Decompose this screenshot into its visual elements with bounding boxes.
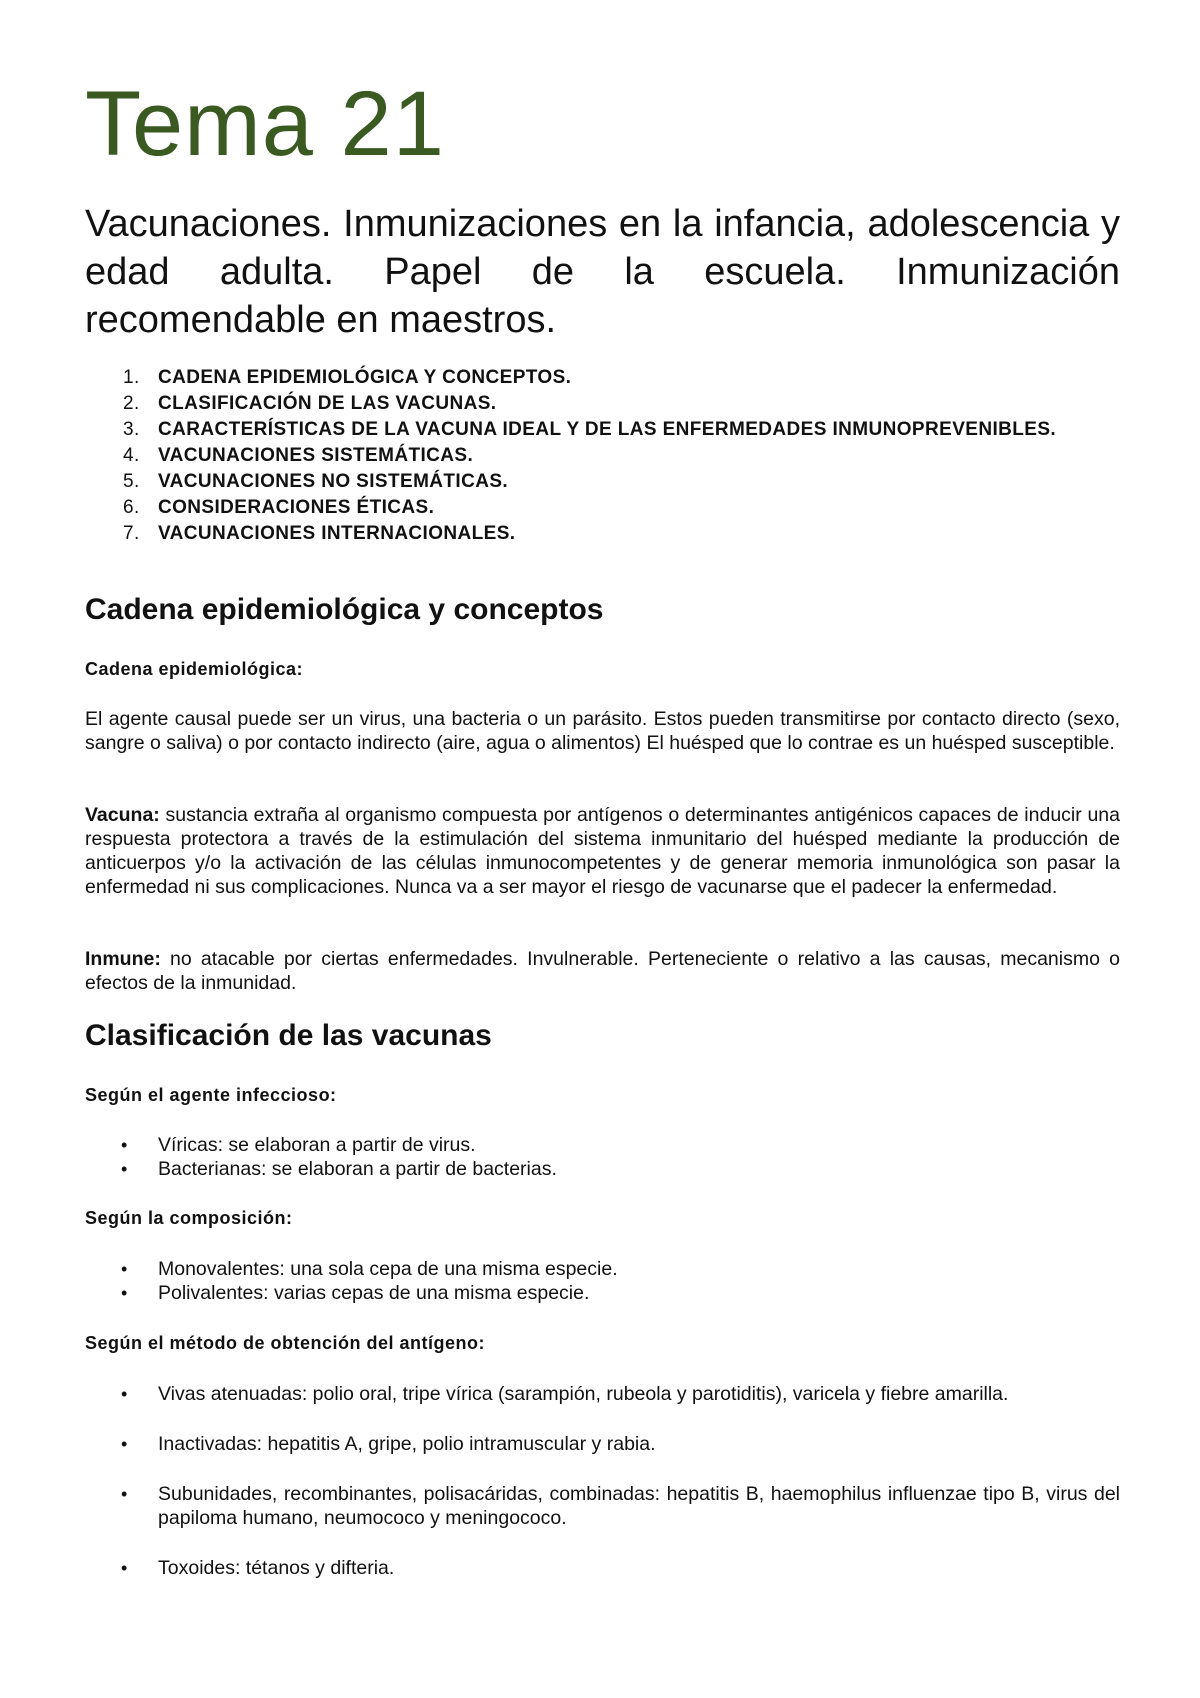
table-of-contents [85,366,1120,548]
list-item: • Bacterianas: se elaboran a partir de bacterias. [121,1158,557,1180]
page-title: Tema 21 [85,73,445,175]
bullet-icon: • [121,1558,128,1578]
toc-item: 5. VACUNACIONES NO SISTEMÁTICAS. [123,471,509,492]
toc-item: 2. CLASIFICACIÓN DE LAS VACUNAS. [123,393,497,414]
list-item: • Vivas atenuadas: polio oral, tripe vírica (sarampión, rubeola y parotiditis), varicela y fiebre amarilla. [121,1383,1009,1405]
bullet-list [85,1257,1120,1305]
list-item: • Subunidades, recombinantes, polisacáridas, combinadas: hepatitis B, haemophilus influenzae tipo B, virus del papiloma humano, neumococo y meningococo. [121,1483,1120,1529]
bullet-icon: • [121,1384,128,1404]
bullet-icon: • [121,1159,128,1179]
list-item: • Monovalentes: una sola cepa de una misma especie. [121,1258,618,1280]
section-heading: Cadena epidemiológica y conceptos [85,593,604,626]
list-item: • Víricas: se elaboran a partir de virus. [121,1134,476,1156]
bullet-icon: • [121,1135,128,1155]
definition-term: Inmune: [85,948,161,970]
bullet-list [85,1382,1120,1580]
subsection-heading: Según el agente infeccioso: [85,1085,337,1105]
toc-item: 7. VACUNACIONES INTERNACIONALES. [123,523,516,544]
toc-item: 3. CARACTERÍSTICAS DE LA VACUNA IDEAL Y DE LAS ENFERMEDADES INMUNOPREVENIBLES. [123,419,1057,440]
toc-item: 4. VACUNACIONES SISTEMÁTICAS. [123,445,474,466]
toc-item: 1. CADENA EPIDEMIOLÓGICA Y CONCEPTOS. [123,367,572,388]
subsection-heading: Según la composición: [85,1208,293,1228]
list-item: • Polivalentes: varias cepas de una misma especie. [121,1282,590,1304]
page-subtitle: Vacunaciones. Inmunizaciones en la infancia, adolescencia y edad adulta. Papel de la escuela. Inmunización recomendable en maestros. [85,203,1120,341]
subsection-heading: Cadena epidemiológica: [85,659,304,679]
bullet-list [85,1133,1120,1181]
section-heading: Clasificación de las vacunas [85,1019,492,1052]
definition-term: Vacuna: [85,804,160,826]
paragraph: El agente causal puede ser un virus, una bacteria o un parásito. Estos pueden transmitirse por contacto directo (sexo, sangre o saliva) o por contacto indirecto (aire, agua o alimentos) El huésped que lo contrae es un huésped susceptible. [85,708,1120,754]
bullet-icon: • [121,1484,128,1504]
list-item: • Inactivadas: hepatitis A, gripe, polio intramuscular y rabia. [121,1433,656,1455]
subsection-heading: Según el método de obtención del antígeno: [85,1333,486,1353]
list-item: • Toxoides: tétanos y difteria. [121,1557,395,1579]
toc-item: 6. CONSIDERACIONES ÉTICAS. [123,497,435,518]
definition-paragraph: Inmune: no atacable por ciertas enfermedades. Invulnerable. Perteneciente o relativo a las causas, mecanismo o efectos de la inmunidad. [85,948,1120,994]
bullet-icon: • [121,1283,128,1303]
bullet-icon: • [121,1259,128,1279]
definition-paragraph: Vacuna: sustancia extraña al organismo compuesta por antígenos o determinantes antigénicos capaces de inducir una respuesta protectora a través de la estimulación del sistema inmunitario del huésped mediante la producción de anticuerpos y/o la activación de las células inmunocompetentes y de generar memoria inmunológica son pasar la enfermedad ni sus complicaciones. Nunca va a ser mayor el riesgo de vacunarse que el padecer la enfermedad. [85,804,1120,898]
bullet-icon: • [121,1434,128,1454]
